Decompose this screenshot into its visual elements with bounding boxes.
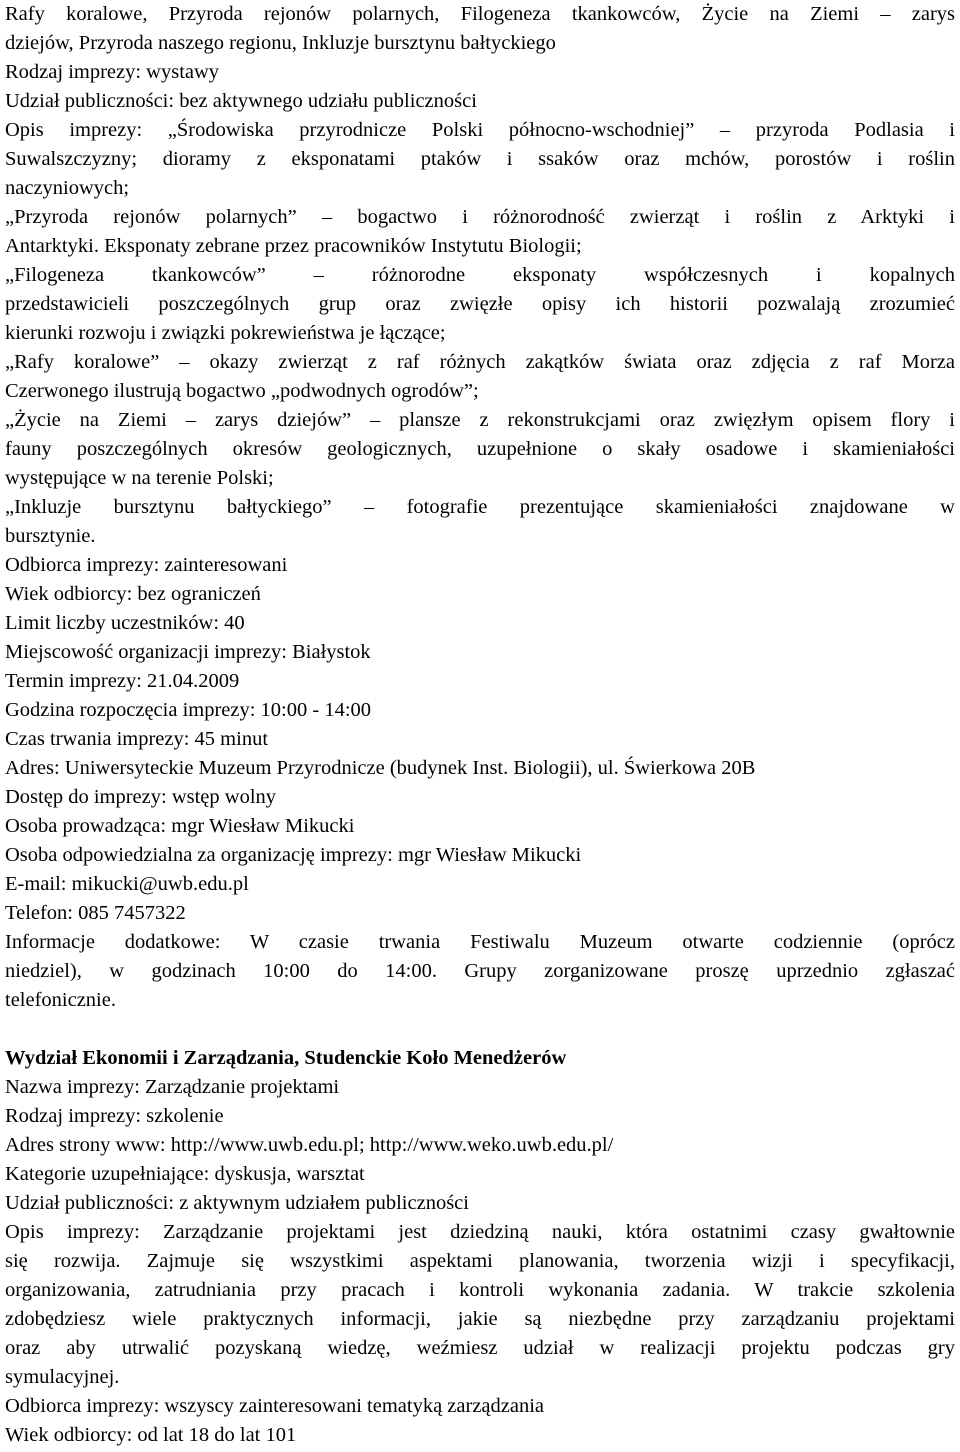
text-line: „Rafy koralowe” – okazy zwierząt z raf różnych zakątków świata oraz zdjęcia z raf Morza <box>5 351 955 373</box>
text-line: Odbiorca imprezy: zainteresowani <box>5 554 288 576</box>
text-line: Osoba odpowiedzialna za organizację imprezy: mgr Wiesław Mikucki <box>5 844 582 866</box>
text-line: „Życie na Ziemi – zarys dziejów” – plansze z rekonstrukcjami oraz zwięzłym opisem flory i <box>5 409 955 431</box>
event-section-museum <box>5 0 955 1015</box>
text-line: dziejów, Przyroda naszego regionu, Inkluzje bursztynu bałtyckiego <box>5 32 556 54</box>
text-line: Dostęp do imprezy: wstęp wolny <box>5 786 277 808</box>
text-line: „Inkluzje bursztynu bałtyckiego” – fotografie prezentujące skamieniałości znajdowane w <box>5 496 955 518</box>
text-line: telefonicznie. <box>5 989 116 1011</box>
text-line: Suwalszczyzny; dioramy z eksponatami ptaków i ssaków oraz mchów, porostów i roślin <box>5 148 955 170</box>
text-line: E-mail: mikucki@uwb.edu.pl <box>5 873 249 895</box>
text-line: Rodzaj imprezy: szkolenie <box>5 1105 224 1127</box>
event-section-management <box>5 1044 955 1450</box>
text-line: bursztynie. <box>5 525 96 547</box>
text-line: Nazwa imprezy: Zarządzanie projektami <box>5 1076 340 1098</box>
text-line: się rozwija. Zajmuje się wszystkimi aspektami planowania, tworzenia wizji i specyfikacji, <box>5 1250 955 1272</box>
text-line: Odbiorca imprezy: wszyscy zainteresowani tematyką zarządzania <box>5 1395 545 1417</box>
text-line: Limit liczby uczestników: 40 <box>5 612 245 634</box>
text-line: Informacje dodatkowe: W czasie trwania Festiwalu Muzeum otwarte codziennie (oprócz <box>5 931 955 953</box>
text-line: Osoba prowadząca: mgr Wiesław Mikucki <box>5 815 355 837</box>
text-line: występujące w na terenie Polski; <box>5 467 274 489</box>
text-line: Rafy koralowe, Przyroda rejonów polarnych, Filogeneza tkankowców, Życie na Ziemi – zarys <box>5 3 955 25</box>
section-gap <box>5 1015 955 1044</box>
text-line: Miejscowość organizacji imprezy: Białystok <box>5 641 371 663</box>
text-line: Wiek odbiorcy: od lat 18 do lat 101 <box>5 1424 297 1446</box>
text-line: zdobędziesz wiele praktycznych informacji, jakie są niezbędne przy zarządzaniu projektami <box>5 1308 955 1330</box>
text-line: Udział publiczności: z aktywnym udziałem publiczności <box>5 1192 469 1214</box>
text-line: Kategorie uzupełniające: dyskusja, warsztat <box>5 1163 365 1185</box>
text-line: „Przyroda rejonów polarnych” – bogactwo i różnorodność zwierząt i roślin z Arktyki i <box>5 206 955 228</box>
text-line: Opis imprezy: „Środowiska przyrodnicze Polski północno-wschodniej” – przyroda Podlasia i <box>5 119 955 141</box>
text-line: niedziel), w godzinach 10:00 do 14:00. Grupy zorganizowane proszę uprzednio zgłaszać <box>5 960 955 982</box>
text-line: Termin imprezy: 21.04.2009 <box>5 670 240 692</box>
text-line: organizowania, zatrudniania przy pracach i kontroli wykonania zadania. W trakcie szkolenia <box>5 1279 955 1301</box>
text-line: Telefon: 085 7457322 <box>5 902 186 924</box>
text-line: Czerwonego ilustrują bogactwo „podwodnych ogrodów”; <box>5 380 479 402</box>
text-line: kierunki rozwoju i związki pokrewieństwa je łączące; <box>5 322 446 344</box>
text-line: „Filogeneza tkankowców” – różnorodne eksponaty współczesnych i kopalnych <box>5 264 955 286</box>
section-heading: Wydział Ekonomii i Zarządzania, Studenckie Koło Menedżerów <box>5 1047 567 1069</box>
text-line: Adres: Uniwersyteckie Muzeum Przyrodnicze (budynek Inst. Biologii), ul. Świerkowa 20B <box>5 757 756 779</box>
text-line: symulacyjnej. <box>5 1366 120 1388</box>
text-line: Antarktyki. Eksponaty zebrane przez pracowników Instytutu Biologii; <box>5 235 582 257</box>
text-line: fauny poszczególnych okresów geologicznych, uzupełnione o skały osadowe i skamieniałości <box>5 438 955 460</box>
text-line: Godzina rozpoczęcia imprezy: 10:00 - 14:00 <box>5 699 372 721</box>
text-line: Rodzaj imprezy: wystawy <box>5 61 220 83</box>
text-line: Wiek odbiorcy: bez ograniczeń <box>5 583 261 605</box>
text-line: Adres strony www: http://www.uwb.edu.pl; http://www.weko.uwb.edu.pl/ <box>5 1134 614 1156</box>
text-line: Udział publiczności: bez aktywnego udziału publiczności <box>5 90 477 112</box>
text-line: Czas trwania imprezy: 45 minut <box>5 728 269 750</box>
document-page <box>5 0 955 1450</box>
text-line: oraz aby utrwalić pozyskaną wiedzę, weźmiesz udział w realizacji projektu podczas gry <box>5 1337 955 1359</box>
text-line: naczyniowych; <box>5 177 130 199</box>
text-line: Opis imprezy: Zarządzanie projektami jest dziedziną nauki, która ostatnimi czasy gwałtownie <box>5 1221 955 1243</box>
text-line: przedstawicieli poszczególnych grup oraz zwięzłe opisy ich historii pozwalają zrozumieć <box>5 293 955 315</box>
